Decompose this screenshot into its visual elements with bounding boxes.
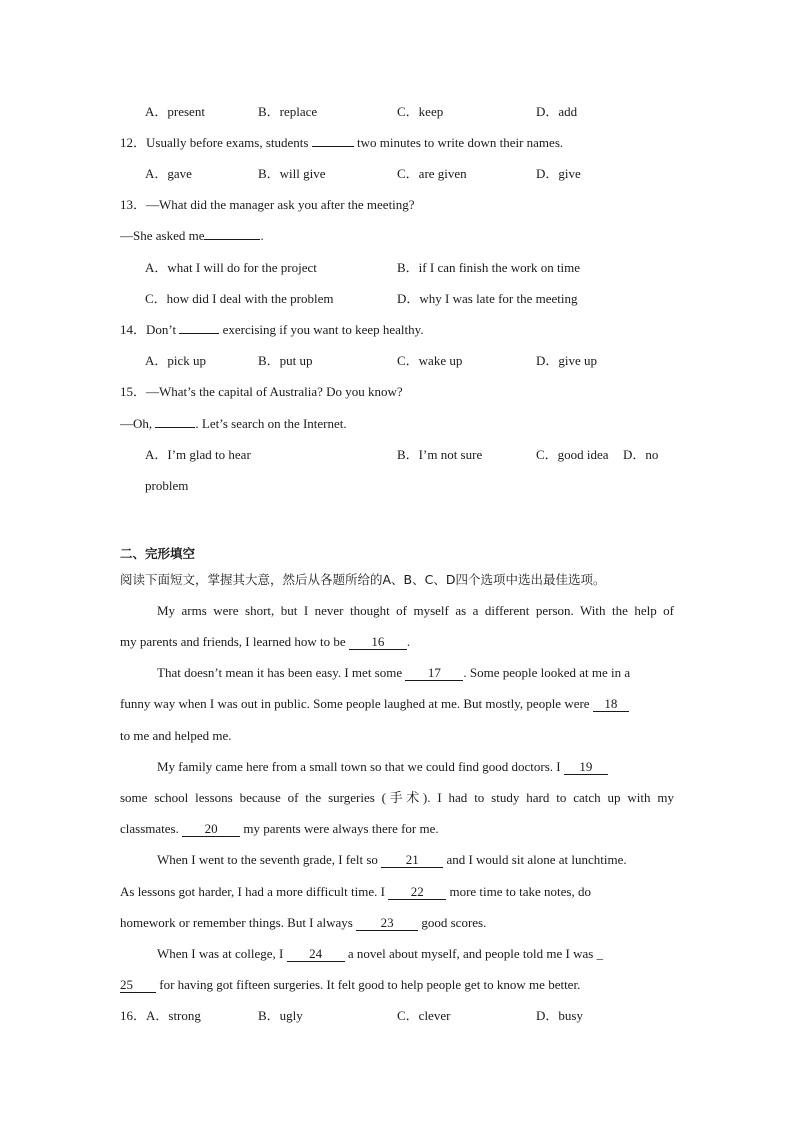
q12-stem [120, 134, 563, 152]
q12-stem-text-end: two minutes to write down their names. [356, 135, 564, 150]
passage-p4-line1 [157, 851, 627, 869]
q15-option-b[interactable]: B．I’m not sure [397, 447, 483, 462]
passage-p2-line2 [120, 695, 629, 713]
blank-18[interactable]: 18 [593, 696, 629, 712]
blank-20[interactable]: 20 [182, 821, 240, 837]
q14-stem-text-end: exercising if you want to keep healthy. [222, 322, 424, 337]
q16-option-d[interactable]: D．busy [536, 1008, 583, 1023]
q16-option-a[interactable]: 16．A．strong [120, 1008, 201, 1023]
blank-23[interactable]: 23 [356, 915, 418, 931]
q13-option-d[interactable]: D．why I was late for the meeting [397, 291, 578, 306]
q15-reply-end: . Let’s search on the Internet. [195, 416, 347, 431]
blank-25[interactable]: 25 [120, 977, 156, 993]
passage-text: That doesn’t mean it has been easy. I met some [157, 665, 403, 680]
q15-option-d-continued: problem [145, 478, 189, 493]
q15-option-c[interactable]: C．good idea [536, 447, 609, 462]
q13-option-c[interactable]: C．how did I deal with the problem [145, 291, 334, 306]
passage-text: for having got fifteen surgeries. It felt good to help people get to know me better. [159, 977, 581, 992]
q13-reply [120, 227, 264, 245]
q14-option-c[interactable]: C．wake up [397, 353, 463, 368]
passage-text: classmates. [120, 821, 179, 836]
q14-option-d[interactable]: D．give up [536, 353, 598, 368]
passage-text: and I would sit alone at lunchtime. [446, 852, 627, 867]
section-instructions: 阅读下面短文，掌握其大意，然后从各题所给的A、B、C、D四个选项中选出最佳选项。 [120, 572, 606, 587]
passage-text: homework or remember things. But I always [120, 915, 353, 930]
q14-option-a[interactable]: A．pick up [145, 353, 207, 368]
q15-reply [120, 415, 347, 433]
passage-p3-line1 [157, 758, 608, 776]
passage-text: . [406, 634, 411, 649]
q11-option-d[interactable]: D．add [536, 104, 578, 119]
q14-blank[interactable] [179, 333, 219, 334]
passage-text: my parents and friends, I learned how to be [120, 634, 346, 649]
q16-option-c[interactable]: C．clever [397, 1008, 451, 1023]
q14-option-b[interactable]: B．put up [258, 353, 313, 368]
blank-21[interactable]: 21 [381, 852, 443, 868]
q13-stem: 13．—What did the manager ask you after the meeting? [120, 197, 415, 212]
q15-option-d[interactable]: D．no [623, 447, 659, 462]
q11-option-a[interactable]: A．present [145, 104, 205, 119]
passage-p3-line3 [120, 820, 439, 838]
blank-17[interactable]: 17 [405, 665, 463, 681]
passage-text: When I went to the seventh grade, I felt so [157, 852, 378, 867]
q13-reply-text: —She asked me [120, 228, 205, 243]
q14-stem-text: 14．Don’t [120, 322, 177, 337]
passage-text: My family came here from a small town so that we could find good doctors. I [157, 759, 561, 774]
q15-blank[interactable] [155, 427, 195, 428]
q12-blank[interactable] [312, 146, 354, 147]
passage-p3-line2: some school lessons because of the surgeries (手术). I had to study hard to catch up with my [120, 790, 674, 805]
passage-text: good scores. [421, 915, 487, 930]
q13-reply-end: . [260, 228, 264, 243]
q14-stem [120, 321, 424, 339]
passage-text: _ [596, 946, 604, 961]
q12-option-c[interactable]: C．are given [397, 166, 467, 181]
passage-p5-line1 [157, 945, 603, 963]
passage-p4-line3 [120, 914, 486, 932]
q12-option-b[interactable]: B．will give [258, 166, 326, 181]
blank-24[interactable]: 24 [287, 946, 345, 962]
q12-option-a[interactable]: A．gave [145, 166, 192, 181]
section-title: 二、完形填空 [120, 546, 196, 561]
passage-p2-line3: to me and helped me. [120, 728, 232, 743]
q15-reply-text: —Oh, [120, 416, 153, 431]
blank-16[interactable]: 16 [349, 634, 407, 650]
passage-p2-line1 [157, 664, 630, 682]
blank-22[interactable]: 22 [388, 884, 446, 900]
passage-text: my parents were always there for me. [243, 821, 439, 836]
passage-text: a novel about myself, and people told me I was [347, 946, 594, 961]
passage-p4-line2 [120, 883, 591, 901]
passage-text: As lessons got harder, I had a more difficult time. I [120, 884, 385, 899]
q13-blank[interactable] [204, 239, 260, 240]
passage-text: . Some people looked at me in a [463, 665, 631, 680]
blank-19[interactable]: 19 [564, 759, 608, 775]
q15-option-a[interactable]: A．I’m glad to hear [145, 447, 251, 462]
q11-option-b[interactable]: B．replace [258, 104, 318, 119]
passage-p5-line2 [120, 976, 580, 994]
q12-stem-text: 12．Usually before exams, students [120, 135, 309, 150]
q15-stem: 15．—What’s the capital of Australia? Do you know? [120, 384, 403, 399]
q12-option-d[interactable]: D．give [536, 166, 581, 181]
passage-p1-line1: My arms were short, but I never thought of myself as a different person. With the help of [157, 603, 674, 618]
passage-text: more time to take notes, do [449, 884, 591, 899]
q11-option-c[interactable]: C．keep [397, 104, 444, 119]
passage-text: When I was at college, I [157, 946, 284, 961]
q16-option-b[interactable]: B．ugly [258, 1008, 303, 1023]
q13-option-a[interactable]: A．what I will do for the project [145, 260, 317, 275]
q13-option-b[interactable]: B．if I can finish the work on time [397, 260, 581, 275]
passage-text: funny way when I was out in public. Some people laughed at me. But mostly, people were [120, 696, 590, 711]
passage-p1-line2 [120, 633, 410, 651]
